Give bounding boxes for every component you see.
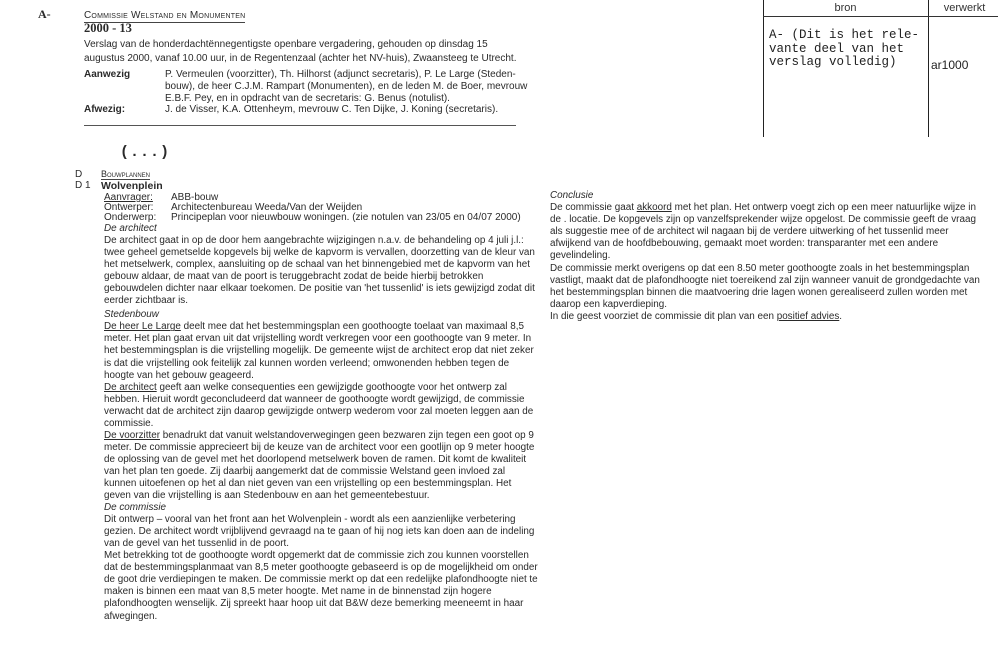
stedenbouw-paragraph [104, 321, 540, 381]
section-title: Bouwplannen [101, 169, 151, 179]
item-title: Wolvenplein [101, 180, 163, 192]
omission-marker: (...) [120, 144, 171, 161]
conclusion-section [550, 190, 982, 323]
verwerkt-cell: ar1000 [931, 58, 969, 72]
bron-line: vante deel van het [769, 41, 905, 56]
stedenbouw-text: deelt mee dat het bestemmingsplan een goothoogte toelaat van maximaal 8,5 meter. Het plan gaat ervan uit dat vrijstelling wordt verkregen voor een goothoogte van 9 meter. In het bestemmingsplan is die vrijstelling mogelijk. De gemeente wijst de architect erop dat niet zeker is dat die vrijstelling ook feitelijk zal kunnen worden verleend; omwonenden hebben tegen de hoogte van het gebouw geageerd. [104, 321, 534, 381]
positive-advice-emphasis: positief advies [776, 310, 840, 322]
speaker-le-large: De heer Le Large [104, 321, 181, 333]
speaker-chair: De voorzitter [104, 429, 160, 441]
meta-label-applicant: Aanvrager: [104, 192, 153, 203]
architect-response-text: geeft aan welke consequenties een gewijzigde goothoogte voor het ontwerp zal hebben. Hieruit wordt geconcludeerd dat wanneer de goothoogte wordt gewijzigd, de commissie verwacht dat de architect zijn daarop gewijzigde ontwerp wederom voor zal moeten leggen aan de commissie. [104, 381, 534, 429]
document-number: 2000 - 13 [84, 21, 132, 35]
conclusion-text: In die geest voorziet de commissie dit plan van een [550, 310, 777, 322]
present-line: bouw), de heer C.J.M. Rampart (Monumenten), en de leden M. de Boer, mevrouw [165, 80, 528, 92]
meeting-intro: Verslag van de honderdachtënnegentigste openbare vergadering, gehouden op dinsdag 15 augustus 2000, vanaf 10.00 uur, in de Regentenzaal (achter het NV-huis), Zwaansteeg te Utrecht. [84, 39, 517, 64]
margin-mark: A- [38, 7, 51, 21]
meta-label-designer: Ontwerper: [104, 202, 154, 213]
akkoord-emphasis: akkoord [636, 202, 672, 214]
column-header-bron: bron [834, 2, 857, 14]
architect-paragraph: De architect gaat in op de door hem aangebrachte wijzigingen n.a.v. de behandeling op 4 juli j.l.: twee geheel gemetselde kopgevels bij welke de kapvorm is vervallen, doorzetting van de kleur van het metselwerk, complex, aansluiting op de schaal van het binnengebied met de kapvorm van het gebouw aldaar, de maat van de poort is teruggebracht zodat de beide hierbij betrokken gebouwdelen dichter naar elkaar toekomen. De positie van 'het tussenlid' is iets gewijzigd zodat dit eerder zichtbaar is. [104, 235, 535, 307]
bron-line: verslag volledig) [769, 55, 897, 69]
commission-paragraph-2: Met betrekking tot de goothoogte wordt opgemerkt dat de commissie zich zou kunnen voorstellen dat de bestemmingsplanmaat van 8,5 meter goothoogte gebaseerd is op de mogelijkheid om onder de goot drie verdiepingen te maken. De commissie merkt op dat een redelijke plafondhoogte niet te maken is binnen een maat van 8,5 meter hoogte. Met name in de binnenstad zijn hogere plafondhoogten wenselijk. Zij spreekt haar hoop uit dat B&W deze bemerking meeneemt in haar afwegingen. [104, 550, 538, 622]
conclusion-text: met het plan. Het ontwerp voegt zich op een meer natuurlijke wijze in de . locatie. De kopgevels zijn op vanzelfsprekender wijze opgelost. De commissie geeft de vraag als suggestie mee of de architect wil nagaan bij de verdere uitwerking of het tussenlid meer afwijkend van de hoofdbebouwing, gemaakt moet worden: transparanter met een andere gevelindeling. [550, 202, 976, 262]
horizontal-rule [84, 125, 516, 126]
present-label: Aanwezig [84, 69, 131, 80]
meta-value-applicant: ABB-bouw [171, 192, 219, 203]
organization-name: Commissie Welstand en Monumenten [84, 10, 246, 21]
conclusion-paragraph-1 [550, 202, 982, 262]
present-line: P. Vermeulen (voorzitter), Th. Hilhorst (adjunct secretaris), P. Le Large (Steden- [165, 69, 516, 80]
source-table [763, 0, 1000, 137]
speaker-architect: De architect [104, 381, 157, 393]
table-border-left [763, 0, 764, 137]
present-line: E.B.F. Pey, en in opdracht van de secretaris: G. Benus (notulist). [165, 92, 450, 104]
absent-text: J. de Visser, K.A. Ottenheym, mevrouw C. Ten Dijke, J. Koning (secretaris). [165, 104, 499, 115]
chair-text: benadrukt dat vanuit welstandoverwegingen geen bezwaren zijn tegen een goot op 9 meter. De commissie apprecieert bij de keuze van de architect voor een gootlijn op 9 meter hoogte de oplossing van de gevel met het doorlopend metselwerk boven de ramen. Dit komt de kwaliteit van het plan ten goede. Zij daarbij aangemerkt dat de commissie Welstand geen invloed zal kunnen uitoefenen op het al dan niet geven van een vrijstelling op een bestemmingsplan. Het geven van die vrijstelling is aan Stedenbouw en aan het gemeentebestuur. [104, 429, 535, 502]
absent-label: Afwezig: [84, 104, 126, 115]
column-header-verwerkt: verwerkt [943, 2, 986, 14]
bron-line: A- (Dit is het rele- [769, 28, 920, 42]
item-code: D 1 [75, 180, 91, 191]
chair-paragraph [104, 430, 540, 502]
bron-cell [769, 29, 929, 70]
conclusion-heading: Conclusie [550, 190, 594, 201]
stedenbouw-heading: Stedenbouw [104, 309, 159, 321]
commission-paragraph-1: Dit ontwerp – vooral van het front aan het Wolvenplein - wordt als een aanzienlijke verbetering gezien. De architect wordt vrijblijvend gevraagd na te gaan of hij nog iets kan doen aan de indeling van de gevel van het tussenlid in de poort. [104, 514, 535, 550]
minutes-body [104, 223, 540, 623]
table-header-rule [763, 16, 998, 17]
conclusion-paragraph-2: De commissie merkt overigens op dat een 8.50 meter goothoogte zoals in het bestemmingsplan vastligt, maakt dat de plafondhoogte niet toereikend zal zijn wanneer vanuit de grondgedachte van het bestemmingsplan binnen die maatvoering drie lagen wonen gerealiseerd zullen worden met daarop een kapverdieping. [550, 262, 980, 310]
meta-label-subject: Onderwerp: [104, 212, 157, 223]
conclusion-text: De commissie gaat [550, 202, 637, 214]
commission-heading: De commissie [104, 502, 167, 514]
architect-response-paragraph [104, 382, 540, 430]
meta-value-designer: Architectenbureau Weeda/Van der Weijden [171, 202, 363, 213]
conclusion-paragraph-3 [550, 311, 982, 323]
section-code: D [75, 169, 83, 180]
architect-heading: De architect [104, 223, 157, 234]
conclusion-text: . [839, 310, 843, 322]
meta-value-subject: Principeplan voor nieuwbouw woningen. (zie notulen van 23/05 en 04/07 2000) [171, 212, 521, 223]
